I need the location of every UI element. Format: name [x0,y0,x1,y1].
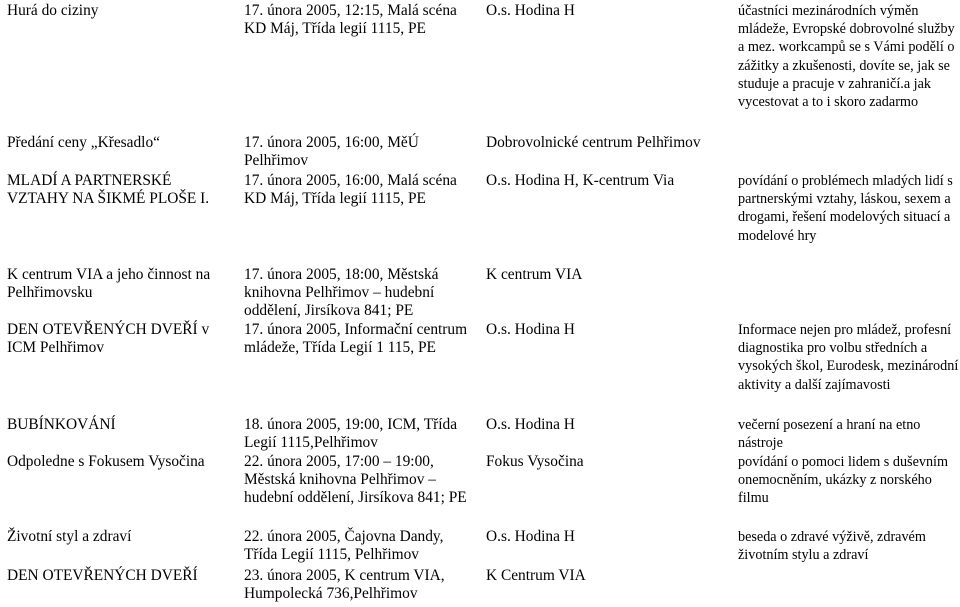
event-date-place: 22. února 2005, Čajovna Dandy, Třída Legií 1115, Pelhřimov [244,528,444,563]
event-title: Životní styl a zdraví [7,528,132,545]
event-title: K centrum VIA a jeho činnost na Pelhřimovsku [7,266,211,301]
event-date-place: 17. února 2005, 12:15, Malá scéna KD Máj, Třída legií 1115, PE [244,2,457,37]
event-title: Předání ceny „Křesadlo“ [7,134,160,151]
event-date-place: 17. února 2005, 16:00, Malá scéna KD Máj, Třída legií 1115, PE [244,172,457,207]
event-description: večerní posezení a hraní na etno nástroje [738,417,921,452]
event-date-place: 18. února 2005, 19:00, ICM, Třída Legií 1115,Pelhřimov [244,416,458,451]
event-title: DEN OTEVŘENÝCH DVEŘÍ [7,567,198,584]
event-description: povídání o problémech mladých lidí s partnerskými vztahy, láskou, sexem a drogami, řešení modelových situací a modelové hry [738,173,953,244]
event-organizer: Dobrovolnické centrum Pelhřimov [486,134,701,151]
event-organizer: K centrum VIA [486,266,583,283]
event-description: Informace nejen pro mládež, profesní diagnostika pro volbu středních a vysokých škol, Eurodesk, mezinárodní aktivity a další zajímavosti [738,322,959,393]
event-date-place: 22. února 2005, 17:00 – 19:00, Městská knihovna Pelhřimov – hudební oddělení, Jirsíkova 841; PE [244,453,467,506]
event-title: Hurá do ciziny [7,2,99,19]
event-organizer: K Centrum VIA [486,567,586,584]
event-date-place: 17. února 2005, 16:00, MěÚ Pelhřimov [244,134,419,169]
event-date-place: 17. února 2005, Informační centrum mládeže, Třída Legií 1 115, PE [244,321,468,356]
event-organizer: O.s. Hodina H [486,528,575,545]
event-title: BUBÍNKOVÁNÍ [7,416,116,433]
event-organizer: O.s. Hodina H [486,321,575,338]
event-description: účastníci mezinárodních výměn mládeže, Evropské dobrovolné služby a mez. workcampů se s Vámi podělí o zážitky a zkušenosti, dovíte se, jak se studuje a pracuje v zahraničí.a jak vycestovat a to i skoro zadarmo [738,3,955,111]
event-title: Odpoledne s Fokusem Vysočina [7,453,205,470]
event-title: MLADÍ A PARTNERSKÉ VZTAHY NA ŠIKMÉ PLOŠE I. [7,172,210,207]
event-organizer: O.s. Hodina H [486,2,575,19]
event-organizer: Fokus Vysočina [486,453,584,470]
event-description: povídání o pomoci lidem s duševním onemocněním, ukázky z norského filmu [738,454,949,507]
event-date-place: 23. února 2005, K centrum VIA, Humpolecká 736,Pelhřimov [244,567,445,602]
event-title: DEN OTEVŘENÝCH DVEŘÍ v ICM Pelhřimov [7,321,210,356]
event-organizer: O.s. Hodina H, K-centrum Via [486,172,675,189]
event-date-place: 17. února 2005, 18:00, Městská knihovna Pelhřimov – hudební oddělení, Jirsíkova 841; PE [244,266,439,319]
event-organizer: O.s. Hodina H [486,416,575,433]
event-description: beseda o zdravé výživě, zdravém životním stylu a zdraví [738,529,926,564]
